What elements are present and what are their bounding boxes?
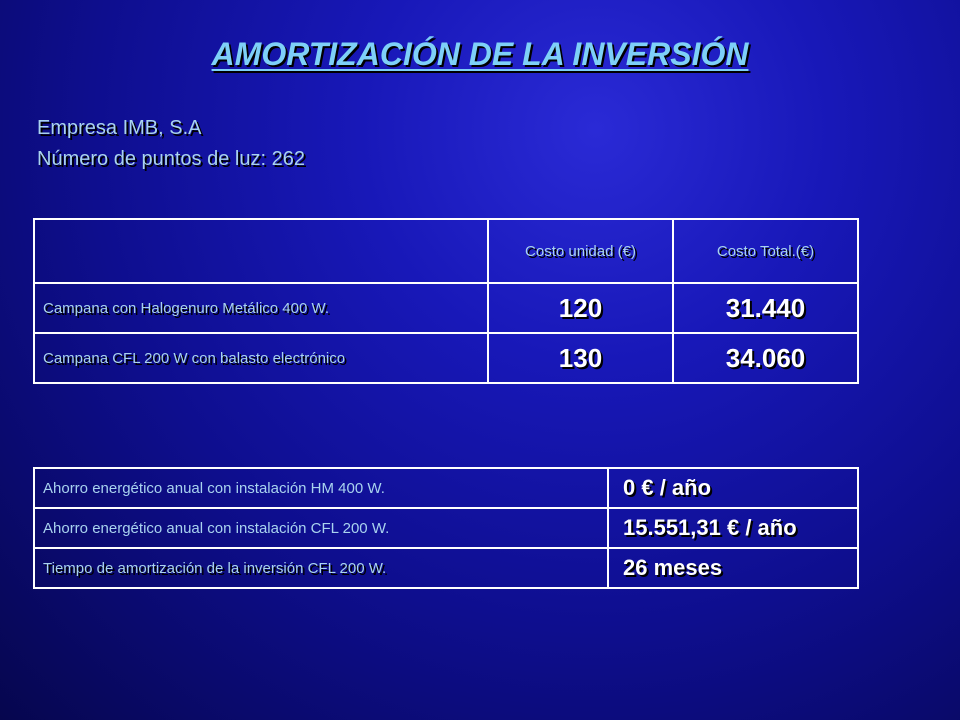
savings-label: Ahorro energético anual con instalación HM 400 W. <box>34 468 608 508</box>
row-label: Campana CFL 200 W con balasto electrónico <box>34 333 488 383</box>
table-row <box>34 468 858 508</box>
unit-cost-value: 130 <box>488 333 673 383</box>
row-label: Campana con Halogenuro Metálico 400 W. <box>34 283 488 333</box>
table-row <box>34 283 858 333</box>
header-unit-cost: Costo unidad (€) <box>488 219 673 283</box>
savings-label: Ahorro energético anual con instalación CFL 200 W. <box>34 508 608 548</box>
header-empty-cell <box>34 219 488 283</box>
header-total-cost: Costo Total.(€) <box>673 219 858 283</box>
table-header-row <box>34 219 858 283</box>
savings-value: 15.551,31 € / año <box>608 508 858 548</box>
payback-label: Tiempo de amortización de la inversión CFL 200 W. <box>34 548 608 588</box>
total-cost-value: 34.060 <box>673 333 858 383</box>
cost-table <box>33 218 859 384</box>
payback-value: 26 meses <box>608 548 858 588</box>
company-name: Empresa IMB, S.A <box>37 117 202 139</box>
savings-value: 0 € / año <box>608 468 858 508</box>
table-row <box>34 508 858 548</box>
savings-table <box>33 467 859 589</box>
light-points: Número de puntos de luz: 262 <box>37 148 305 170</box>
total-cost-value: 31.440 <box>673 283 858 333</box>
table-row <box>34 548 858 588</box>
slide-title: AMORTIZACIÓN DE LA INVERSIÓN <box>211 36 749 72</box>
unit-cost-value: 120 <box>488 283 673 333</box>
table-row <box>34 333 858 383</box>
